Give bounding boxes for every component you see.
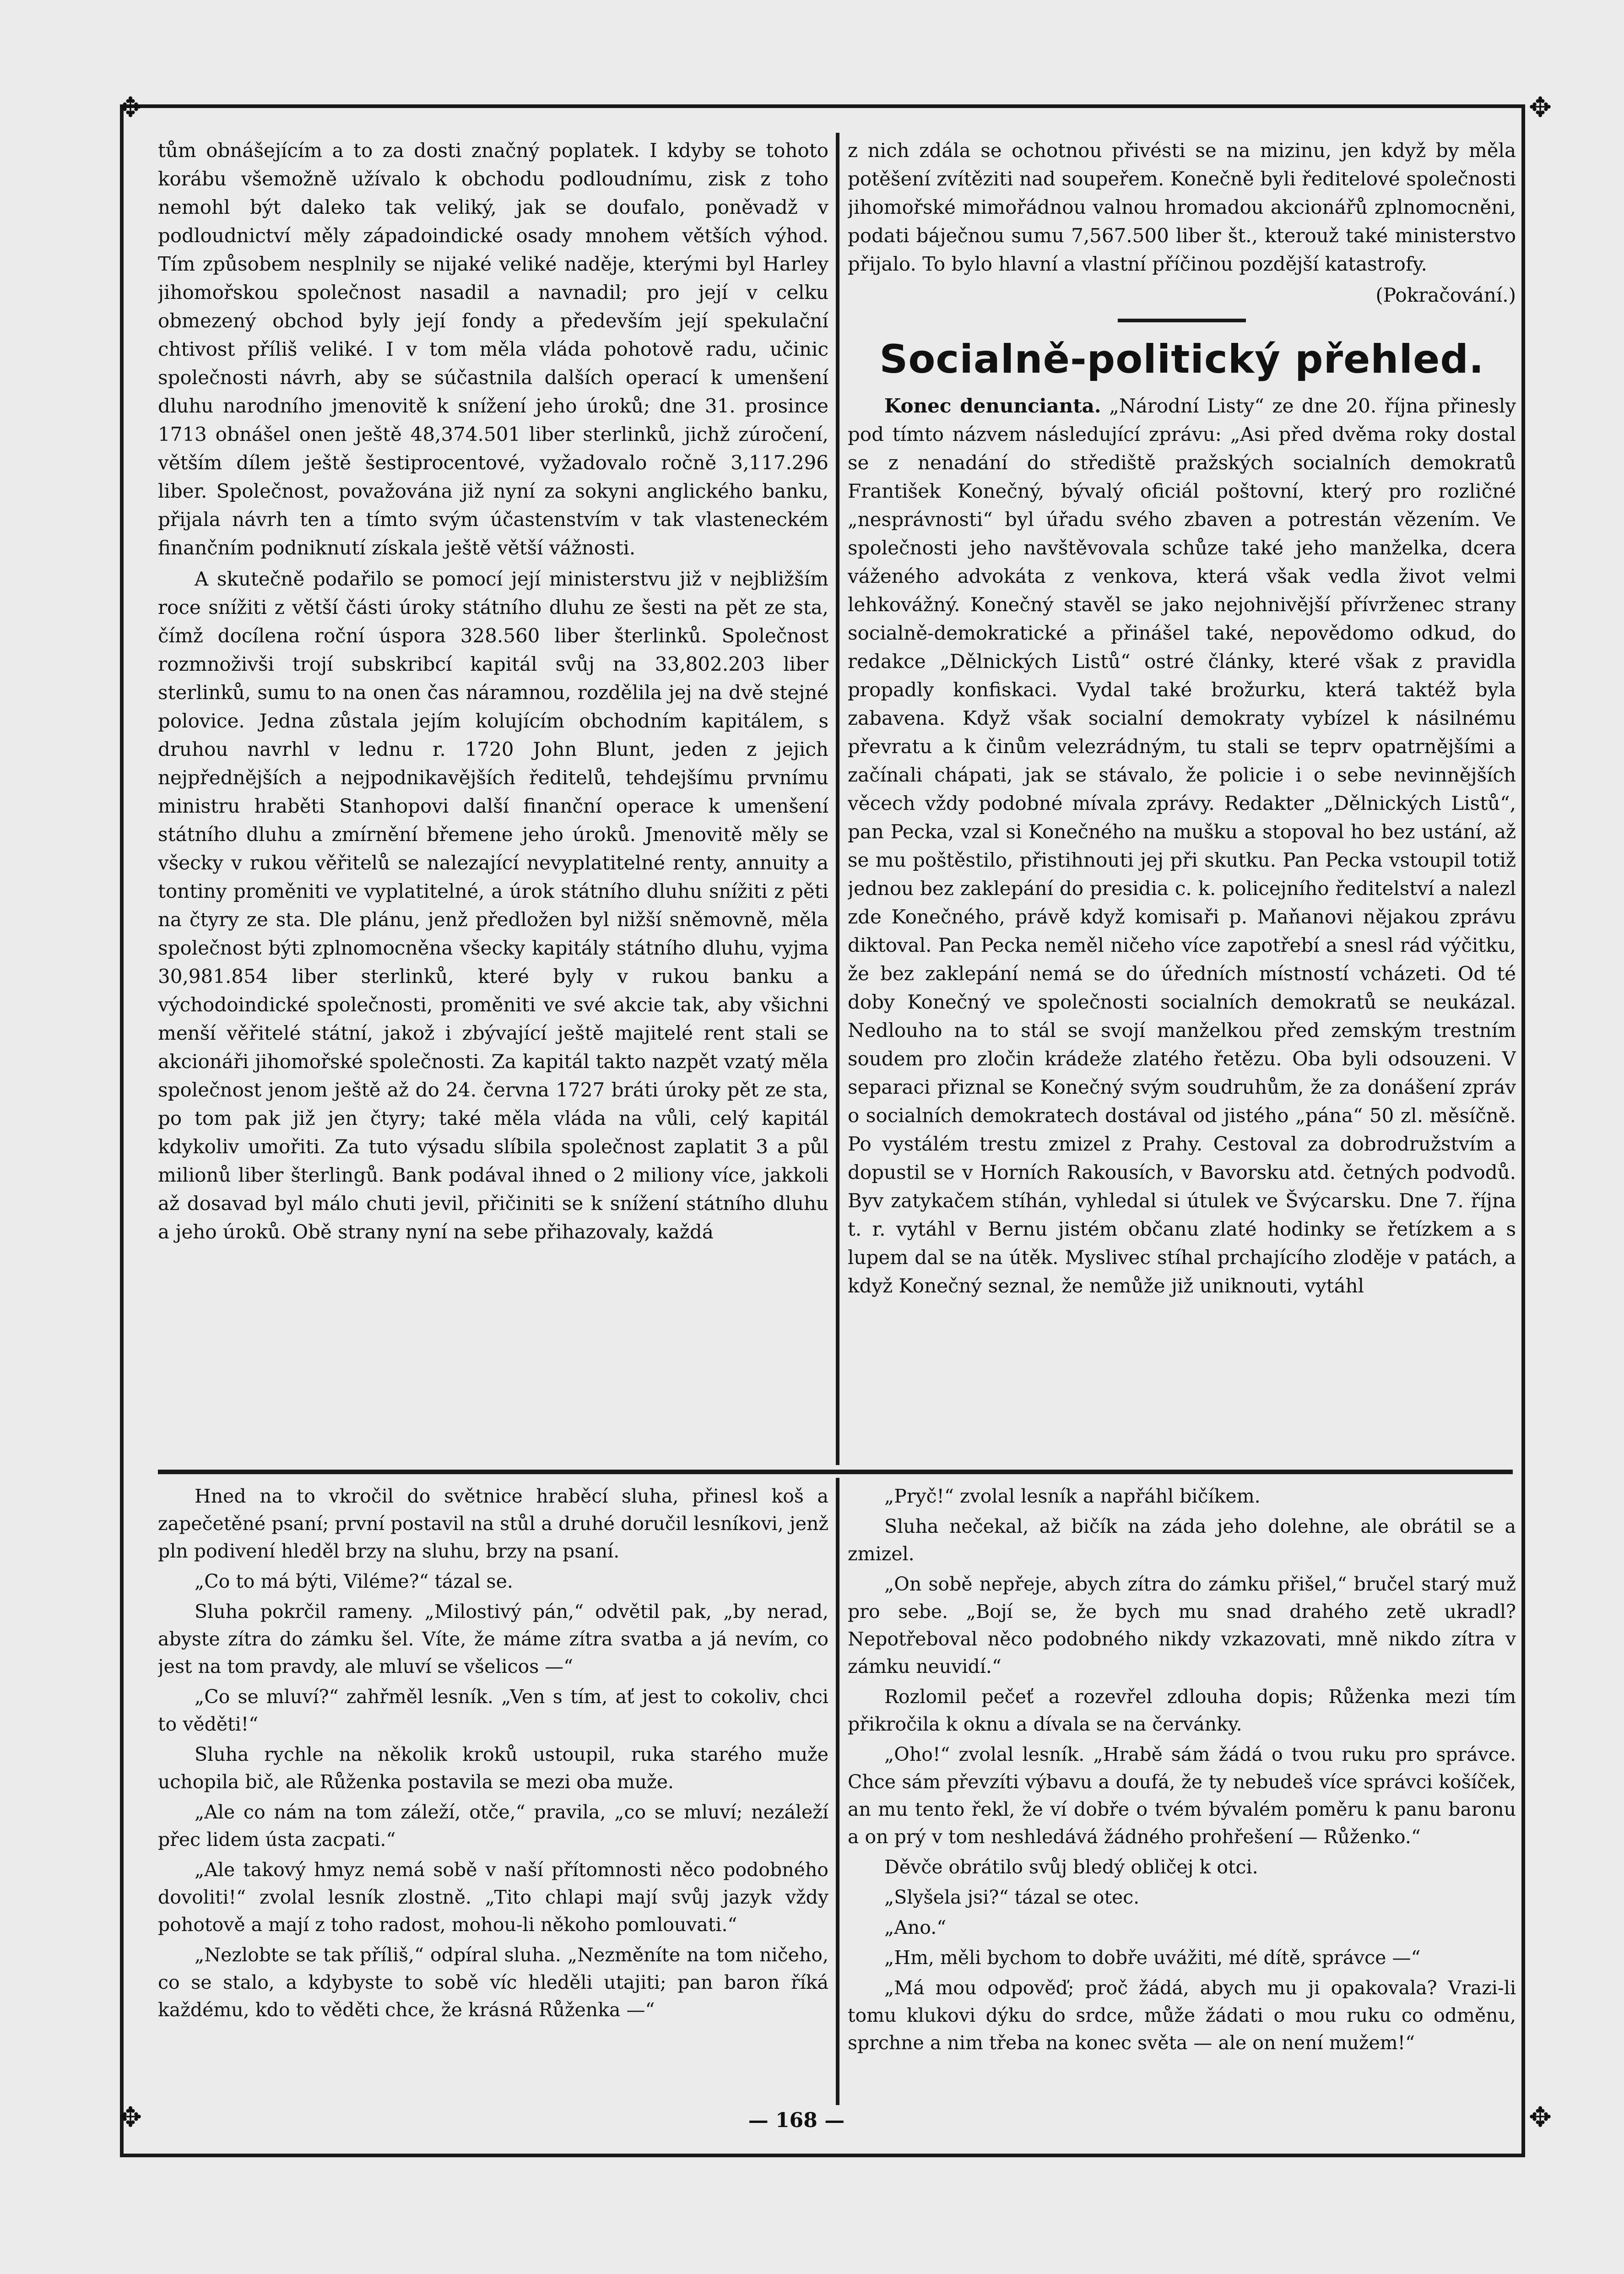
left-column: [158, 136, 828, 1462]
corner-ornament-bottom-left-icon: ✥: [119, 2101, 142, 2133]
story-paragraph: Rozlomil pečeť a rozevřel zdlouha dopis; Růženka mezi tím přikročila k oknu a dívala se na červánky.: [848, 1686, 1516, 1735]
story-paragraph: Sluha rychle na několik kroků ustoupil, ruka starého muže uchopila bič, ale Růženka postavila se mezi oba muže.: [158, 1743, 828, 1793]
story-paragraph: Hned na to vkročil do světnice hraběcí sluha, přinesl koš a zapečetěné psaní; první postavil na stůl a druhé doručil lesníkovi, jenž pln podivení hleděl brzy na sluhu, brzy na psaní.: [158, 1485, 828, 1562]
story-paragraph: „Má mou odpověď; proč žádá, abych mu ji opakovala? Vrazi-li tomu klukovi dýku do srdce, může žádati o mou ruku co odměnu, sprchne a nim třeba na konec světa — ale on není mužem!“: [848, 1977, 1516, 2054]
corner-ornament-bottom-right-icon: ✥: [1528, 2101, 1552, 2133]
article-body: „Národní Listy“ ze dne 20. října přinesly pod tímto názvem následující zprávu: „Asi před dvěma roky dostal se z nenadání do střediště pražských socialních demokratů František Konečný, bývalý oficiál poštovní, který pro rozličné „nesprávnosti“ byl úřadu svého zbaven a potrestán vězením. Ve společnosti jeho navštěvovala schůze také jeho manželka, dcera váženého advokáta z venkova, která však vedla život velmi lehkovážný. Konečný stavěl se jako nejohnivější přívrženec strany socialně-demokratické a přinášel také, nepovědomo odkud, do redakce „Dělnických Listů“ ostré články, které však z pravidla propadly konfiskaci. Vydal také brožurku, která taktéž byla zabavena. Když však socialní demokraty vybízel k násilnému převratu a k činům velezrádným, tu stali se teprv opatrnějšími a začínali chápati, jak se stávalo, že policie i o sebe nevinnějších věcech vždy podobné mívala zprávy. Redakter „Dělnických Listů“, pan Pecka, vzal si Konečného na mušku a stopoval ho bez ustání, až se mu poštěstilo, přistihnouti jej při skutku. Pan Pecka vstoupil totiž jednou bez zaklepání do presidia c. k. policejního ředitelství a nalezl zde Konečného, právě když komisaři p. Maňanovi nějakou zprávu diktoval. Pan Pecka neměl ničeho více zapotřebí a snesl rád výčitku, že bez zaklepání nemá se do úředních místností vcházeti. Od té doby Konečný ve společnosti socialních demokratů se neukázal. Nedlouho na to stál se svojí manželkou před zemským trestním soudem pro zločin krádeže zlatého řetězu. Oba byli odsouzeni. V separaci přiznal se Konečný svým soudruhům, že za donášení zpráv o socialních demokratech dostával od jistého „pána“ 50 zl. měsíčně. Po vystálém trestu zmizel z Prahy. Cestoval za dobrodružstvím a dopustil se v Horních Rakousích, v Bavorsku atd. četných podvodů. Byv zatykačem stíhán, vyhledal si útulek ve Švýcarsku. Dne 7. října t. r. vytáhl v Bernu jistém občanu zlaté hodinky se řetízkem a s lupem dal se na útěk. Myslivec stíhal prchajícího zloděje v patách, a když Konečný seznal, že nemůže již uniknouti, vytáhl: [848, 395, 1516, 1297]
corner-ornament-top-right-icon: ✥: [1528, 92, 1552, 124]
section-divider: [158, 1470, 1513, 1474]
story-paragraph: „Oho!“ zvolal lesník. „Hrabě sám žádá o tvou ruku pro správce. Chce sám převzíti výbavu a doufá, že ty nebudeš více správci košíček, an mu tento řekl, že ví dobře o tvém bývalém poměru k panu baronu a on prý v tom neshledává žádného prohřešení — Růženko.“: [848, 1743, 1516, 1848]
page-number: — 168 —: [748, 2109, 845, 2132]
section-rule: [1118, 319, 1246, 322]
story-paragraph: „Ale takový hmyz nemá sobě v naší přítomnosti něco podobného dovoliti!“ zvolal lesník zlostně. „Tito chlapi mají svůj jazyk vždy pohotově a mají z toho radost, mohou-li někoho pomlouvati.“: [158, 1859, 828, 1936]
article-title: Konec denuncianta.: [884, 395, 1101, 417]
column-divider: [836, 133, 839, 1465]
story-paragraph: „Ale co nám na tom záleží, otče,“ pravila, „co se mluví; nezáleží přec lidem ústa zacpati.“: [158, 1801, 828, 1851]
story-paragraph: Sluha pokrčil rameny. „Milostivý pán,“ odvětil pak, „by nerad, abyste zítra do zámku šel. Víte, že máme zítra svatba a já nevím, co jest na tom pravdy, ale mluví se všelicos —“: [158, 1601, 828, 1677]
section-headline: Socialně-politický přehled.: [879, 336, 1484, 382]
story-column-divider: [836, 1478, 839, 2105]
story-paragraph: Sluha nečekal, až bičík na záda jeho dolehne, ale obrátil se a zmizel.: [848, 1515, 1516, 1565]
corner-ornament-top-left-icon: ✥: [119, 92, 142, 124]
story-paragraph: „Pryč!“ zvolal lesník a napřáhl bičíkem.: [884, 1485, 1261, 1507]
continuation-text: z nich zdála se ochotnou přivésti se na mizinu, jen když by měla potěšení zvítěziti nad soupeřem. Konečně byli ředitelové společnosti jihomořské mimořádnou valnou hromadou akcionářů zplnomocněni, podati báječnou sumu 7,567.500 liber št., kterouž také ministerstvo přijalo. To bylo hlavní a vlastní příčinou pozdější katastrofy.: [848, 139, 1516, 275]
right-column: [848, 136, 1516, 1462]
story-paragraph: „Ano.“: [884, 1916, 947, 1938]
story-paragraph: „Hm, měli bychom to dobře uvážiti, mé dítě, správce —“: [884, 1947, 1421, 1969]
story-paragraph: „Nezlobte se tak příliš,“ odpíral sluha. „Nezměníte na tom ničeho, co se stalo, a kdybyste to sobě víc hleděli utajiti; pan baron říká každému, kdo to věděti chce, že krásná Růženka —“: [158, 1944, 828, 2021]
story-paragraph: „Slyšela jsi?“ tázal se otec.: [884, 1886, 1140, 1908]
left-paragraph: A skutečně podařilo se pomocí její ministerstvu již v nejbližším roce snížiti z větší části úroky státního dluhu ze šesti na pět ze sta, čímž docílena roční úspora 328.560 liber šterlinků. Společnost rozmnoživši trojí subskribcí kapitál svůj na 33,802.203 liber sterlinků, sumu to na onen čas náramnou, rozdělila jej na dvě stejné polovice. Jedna zůstala jejím kolujícím obchodním kapitálem, s druhou navrhl v lednu r. 1720 John Blunt, jeden z jejich nejpřednějších a nejpodnikavějších ředitelů, tehdejšímu prvnímu ministru hraběti Stanhopovi další finanční operace k umenšení státního dluhu a zmírnění břemene jeho úroků. Jmenovitě měly se všecky v rukou věřitelů se nalezající nevyplatitelné renty, annuity a tontiny proměniti ve vyplatitelné, a úrok státního dluhu snížiti z pěti na čtyry ze sta. Dle plánu, jenž předložen byl nižší sněmovně, měla společnost býti zplnomocněna všecky kapitály státního dluhu, vyjma 30,981.854 liber sterlinků, které byly v rukou banku a východoindické společnosti, proměniti ve své akcie tak, aby všichni menší věřitelé státní, jakož i zbývající ještě majitelé rent stali se akcionáři jihomořské společnosti. Za kapitál takto nazpět vzatý měla společnost jenom ještě až do 24. června 1727 bráti úroky pět ze sta, po tom pak již jen čtyry; také měla vláda na vůli, celý kapitál kdykoliv umořiti. Za tuto výsadu slíbila společnost zaplatit 3 a půl milionů liber šterlingů. Bank podával ihned o 2 miliony více, jakkoli až dosavad byl málo chuti jevil, přičiniti se k snížení státního dluhu a jeho úroků. Obě strany nyní na sebe přihazovaly, každá: [158, 568, 828, 1243]
story-paragraph: „Co se mluví?“ zahřměl lesník. „Ven s tím, ať jest to cokoliv, chci to věděti!“: [158, 1686, 828, 1735]
story-right-column: [848, 1482, 1516, 2105]
story-paragraph: Děvče obrátilo svůj bledý obličej k otci.: [884, 1856, 1258, 1878]
left-paragraph: tům obnášejícím a to za dosti značný poplatek. I kdyby se tohoto korábu všemožně užívalo k obchodu podloudnímu, zisk z toho nemohl být daleko tak veliký, jak se doufalo, poněvadž v podloudnictví měly západoindické osady mnohem větších výhod. Tím způsobem nesplnily se nijaké veliké naděje, kterými byl Harley jihomořskou společnost nasadil a navnadil; pro její v celku obmezený obchod byly její fondy a především její spekulační chtivost příliš veliké. I v tom měla vláda pohotově radu, učinic společnosti návrh, aby se súčastnila dalších operací k umenšení dluhu narodního jmenovitě k snížení jeho úroků; dne 31. prosince 1713 obnášel onen ještě 48,374.501 liber sterlinků, jichž zúročení, větším dílem ještě šestiprocentové, vyžadovalo ročně 3,117.296 liber. Společnost, považována již nyní za sokyni anglického banku, přijala návrh ten a tímto svým účastenstvím v tak vlasteneckém finančním podniknutí získala ještě větší vážnosti.: [158, 139, 828, 559]
story-paragraph: „Co to má býti, Viléme?“ tázal se.: [195, 1570, 513, 1592]
story-left-column: [158, 1482, 828, 2105]
story-paragraph: „On sobě nepřeje, abych zítra do zámku přišel,“ bručel starý muž pro sebe. „Bojí se, že bych mu snad drahého zetě ukradl? Nepotřeboval něco podobného nikdy vzkazovati, mně nikdo zítra v zámku neuvidí.“: [848, 1573, 1516, 1677]
continued-note: (Pokračování.): [1375, 284, 1516, 306]
